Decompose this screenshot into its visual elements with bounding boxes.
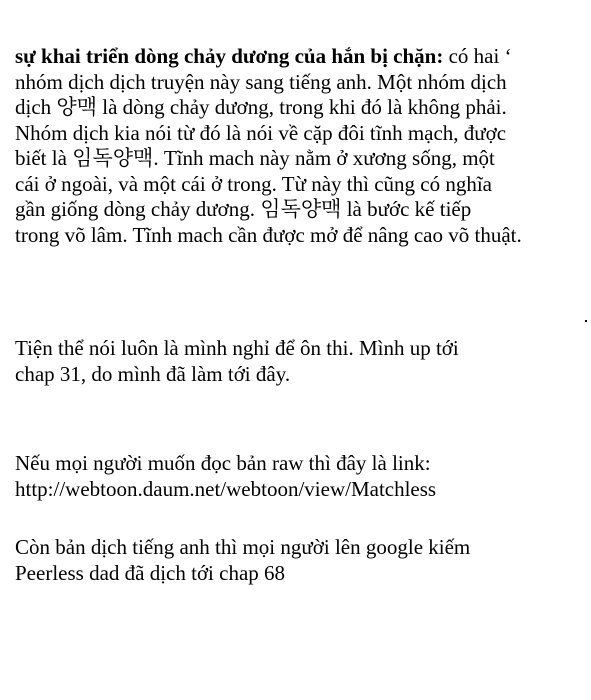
raw-link-url[interactable]: http://webtoon.daum.net/webtoon/view/Matchless: [15, 476, 437, 501]
note-heading: sự khai triển dòng chảy dương của hắn bị chặn:: [15, 44, 444, 68]
note-line-7-a: gần giống dòng chảy dương.: [15, 197, 261, 221]
note-line-3: [15, 95, 522, 121]
korean-term-imdokyangmaek-2: 임독양맥: [260, 197, 342, 221]
note-line-3-b: là dòng chảy dương, trong khi đó là không phải.: [96, 95, 507, 119]
paragraph-raw-link: [15, 451, 436, 502]
note-line-2: nhóm dịch dịch truyện này sang tiếng anh. Một nhóm dịch: [15, 69, 507, 94]
exam-line-2: chap 31, do mình đã làm tới đây.: [15, 361, 291, 386]
note-line-5-b: . Tĩnh mach này nằm ở xương sống, một: [153, 146, 495, 170]
note-line-1: [15, 44, 522, 70]
note-line-6: cái ở ngoài, và một cái ở trong. Từ này thì cũng có nghĩa: [15, 171, 493, 196]
note-line-7: [15, 197, 522, 223]
note-line-5: [15, 146, 522, 172]
korean-term-imdokyangmaek: 임독양맥: [72, 146, 154, 170]
note-line-8: trong võ lâm. Tĩnh mach cần được mở để nâng cao võ thuật.: [15, 222, 522, 247]
note-line-1-rest: có hai ‘: [443, 44, 512, 68]
exam-line-1: Tiện thể nói luôn là mình nghỉ để ôn thi. Mình up tới: [15, 336, 459, 360]
note-line-3-a: dịch: [15, 95, 57, 119]
note-line-5-a: biết là: [15, 146, 73, 170]
korean-term-yangmaek: 양맥: [56, 95, 97, 119]
note-line-7-b: là bước kế tiếp: [341, 197, 472, 221]
paragraph-english-translation: [15, 535, 470, 586]
paragraph-exam-note: [15, 336, 459, 387]
paragraph-translation-note: [15, 44, 522, 248]
english-line-1: Còn bản dịch tiếng anh thì mọi người lên google kiếm: [15, 535, 471, 559]
stray-mark: [585, 320, 587, 322]
raw-line-1: Nếu mọi người muốn đọc bản raw thì đây là link:: [15, 451, 431, 475]
note-line-4: Nhóm dịch kia nói từ đó là nói về cặp đôi tĩnh mạch, được: [15, 120, 507, 145]
english-line-2: Peerless dad đã dịch tới chap 68: [15, 560, 286, 585]
